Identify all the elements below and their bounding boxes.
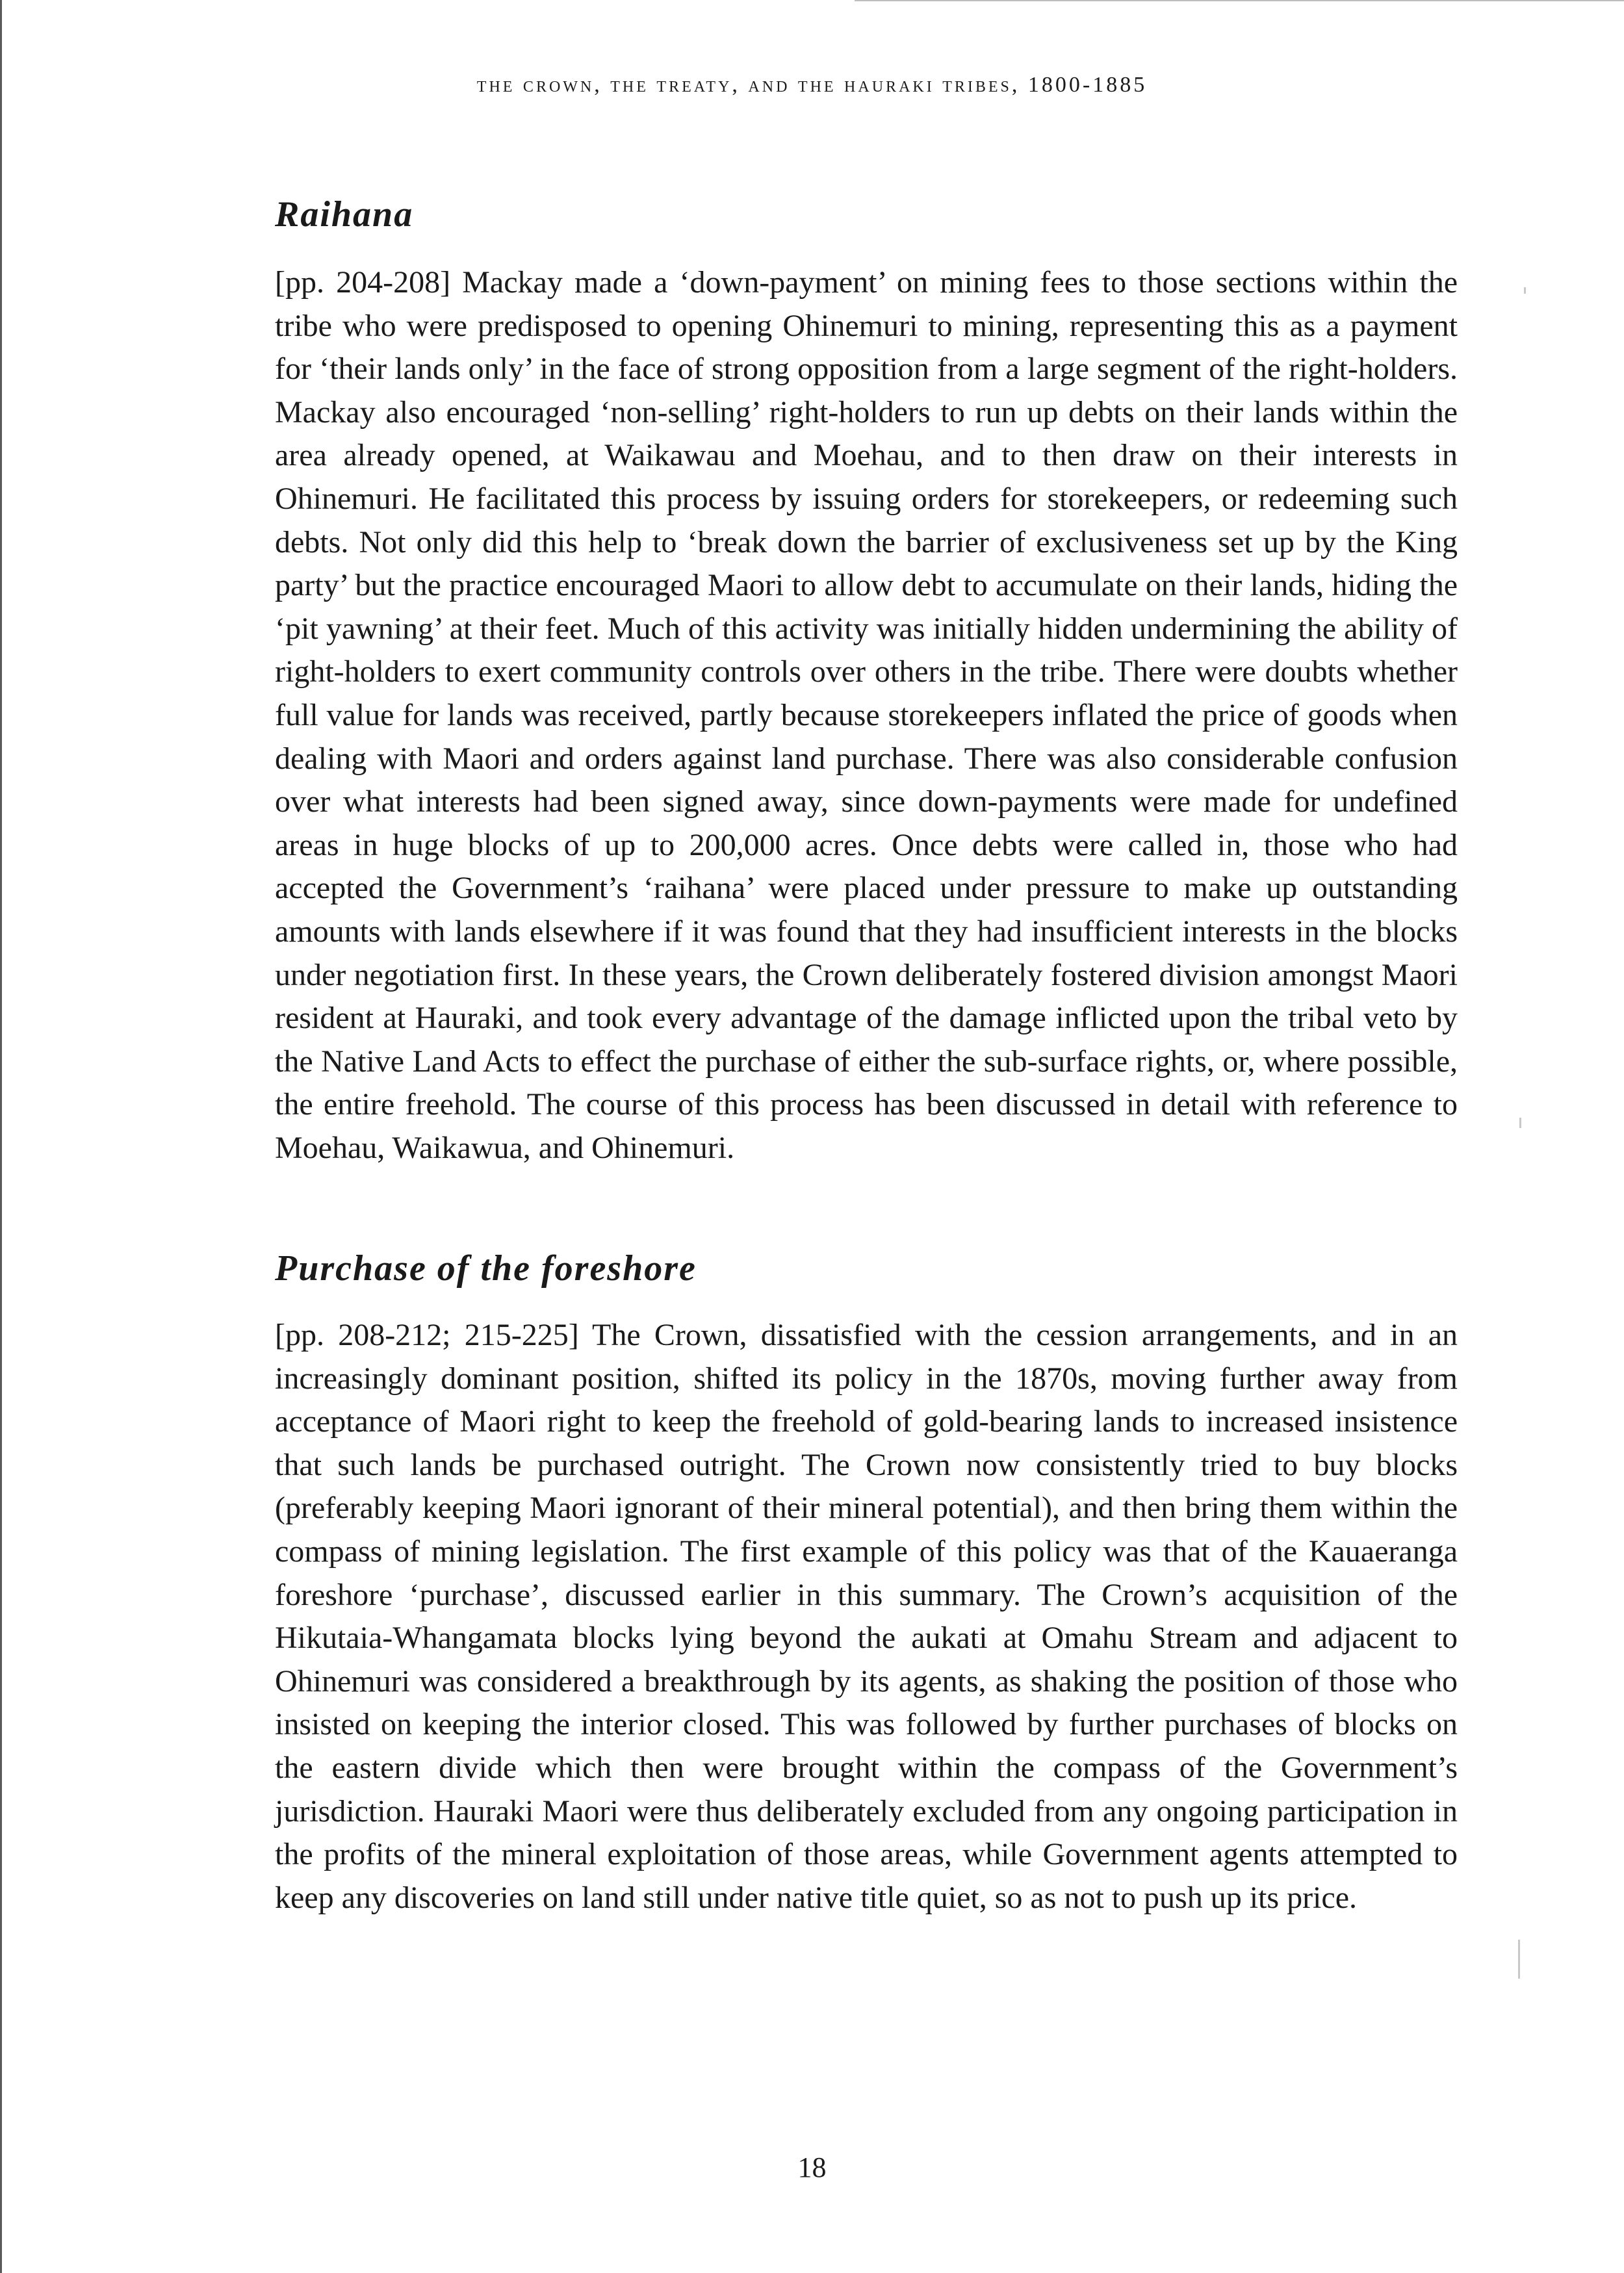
section-body: [pp. 204-208] Mackay made a ‘down-payment’ on mining fees to those sections within the tribe who were predisposed to opening Ohinemuri to mining, representing this as a payment for ‘their lands only’ in the face of strong opposition from a large segment of the right-holders. Mackay also encouraged ‘non-selling’ right-holders to run up debts on their lands within the area already opened, at Waikawau and Moehau, and to then draw on their interests in Ohinemuri. He facilitated this process by issuing orders for storekeepers, or redeeming such debts. Not only did this help to ‘break down the barrier of exclusiveness set up by the King party’ but the practice encouraged Maori to allow debt to accumulate on their lands, hiding the ‘pit yawning’ at their feet. Much of this activity was initially hidden undermining the ability of right-holders to exert community controls over others in the tribe. There were doubts whether full value for lands was received, partly because storekeepers inflated the price of goods when dealing with Maori and orders against land purchase. There was also considerable confusion over what interests had been signed away, since down-payments were made for undefined areas in huge blocks of up to 200,000 acres. Once debts were called in, those who had accepted the Government’s ‘raihana’ were placed under pressure to make up outstanding amounts with lands elsewhere if it was found that they had insufficient interests in the blocks under negotiation first. In these years, the Crown deliberately fostered division amongst Maori resident at Hauraki, and took every advantage of the damage inflicted upon the tribal veto by the Native Land Acts to effect the purchase of either the sub-surface rights, or, where possible, the entire freehold. The course of this process has been discussed in detail with reference to Moehau, Waikawua, and Ohinemuri. (275, 265, 1458, 1165)
scan-edge (0, 0, 2, 2273)
section-heading: Raihana (275, 194, 414, 235)
scan-edge (855, 0, 1624, 1)
section-body: [pp. 208-212; 215-225] The Crown, dissatisfied with the cession arrangements, and in an increasingly dominant position, shifted its policy in the 1870s, moving further away from acceptance of Maori right to keep the freehold of gold-bearing lands to increased insistence that such lands be purchased outright. The Crown now consistently tried to buy blocks (preferably keeping Maori ignorant of their mineral potential), and then bring them within the compass of mining legislation. The first example of this policy was that of the Kauaeranga foreshore ‘purchase’, discussed earlier in this summary. The Crown’s acquisition of the Hikutaia-Whangamata blocks lying beyond the aukati at Omahu Stream and adjacent to Ohinemuri was considered a breakthrough by its agents, as shaking the position of those who insisted on keeping the interior closed. This was followed by further purchases of blocks on the eastern divide which then were brought within the compass of the Government’s jurisdiction. Hauraki Maori were thus deliberately excluded from any ongoing participation in the profits of the mineral exploitation of those areas, while Government agents attempted to keep any discoveries on land still under native title quiet, so as not to push up its price. (275, 1318, 1458, 1915)
section-heading: Purchase of the foreshore (275, 1248, 697, 1289)
scan-speck (1524, 287, 1526, 294)
scan-speck (1519, 1118, 1521, 1128)
scan-speck (1518, 1940, 1520, 1979)
section-foreshore (275, 1250, 1458, 1920)
running-head: the crown, the treaty, and the hauraki tribes, 1800-1885 (476, 73, 1148, 97)
page-number: 18 (797, 2151, 827, 2183)
section-raihana (275, 196, 1458, 1170)
